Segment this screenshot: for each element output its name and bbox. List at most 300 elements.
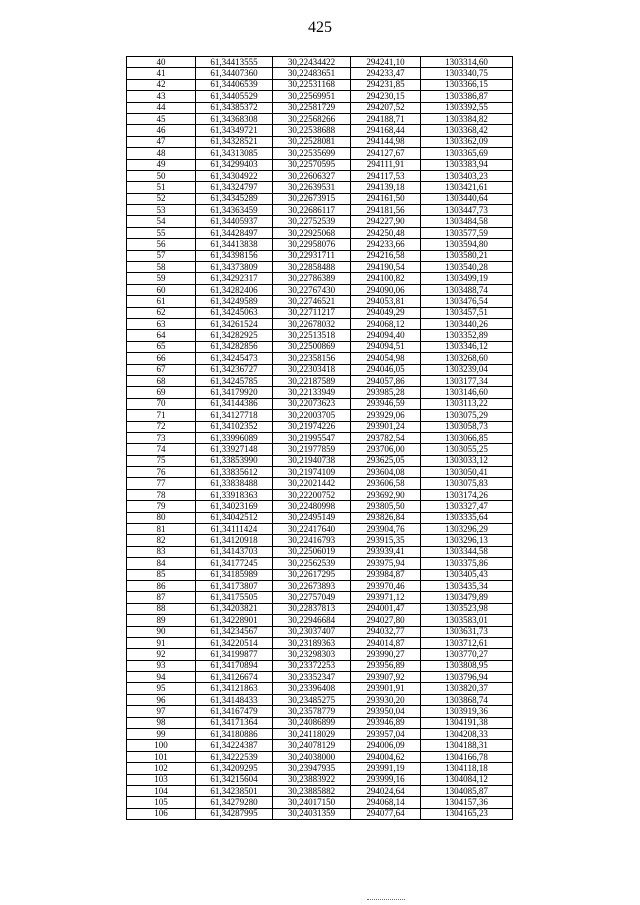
table-row — [127, 432, 513, 443]
x-coordinate-cell: 293991,19 — [351, 763, 421, 774]
longitude-cell: 30,22925068 — [273, 227, 351, 238]
x-coordinate-cell: 294032,77 — [351, 626, 421, 637]
longitude-cell: 30,21974226 — [273, 421, 351, 432]
point-number-cell: 63 — [127, 318, 196, 329]
latitude-cell: 61,34282925 — [196, 330, 273, 341]
point-number-cell: 48 — [127, 148, 196, 159]
table-row — [127, 79, 513, 90]
longitude-cell: 30,22639531 — [273, 182, 351, 193]
latitude-cell: 61,34222539 — [196, 751, 273, 762]
latitude-cell: 61,34215604 — [196, 774, 273, 785]
x-coordinate-cell: 294117,53 — [351, 170, 421, 181]
y-coordinate-cell: 1304165,23 — [421, 808, 513, 819]
longitude-cell: 30,22678032 — [273, 318, 351, 329]
longitude-cell: 30,22538688 — [273, 125, 351, 136]
x-coordinate-cell: 294139,18 — [351, 182, 421, 193]
latitude-cell: 61,34148433 — [196, 694, 273, 705]
longitude-cell: 30,22528081 — [273, 136, 351, 147]
x-coordinate-cell: 294027,80 — [351, 615, 421, 626]
y-coordinate-cell: 1304084,12 — [421, 774, 513, 785]
point-number-cell: 84 — [127, 558, 196, 569]
latitude-cell: 61,34102352 — [196, 421, 273, 432]
table-row — [127, 227, 513, 238]
y-coordinate-cell: 1303268,60 — [421, 353, 513, 364]
x-coordinate-cell: 294068,12 — [351, 318, 421, 329]
point-number-cell: 100 — [127, 740, 196, 751]
point-number-cell: 97 — [127, 706, 196, 717]
x-coordinate-cell: 294094,40 — [351, 330, 421, 341]
point-number-cell: 54 — [127, 216, 196, 227]
table-row — [127, 159, 513, 170]
x-coordinate-cell: 294090,06 — [351, 284, 421, 295]
y-coordinate-cell: 1304191,38 — [421, 717, 513, 728]
longitude-cell: 30,24078129 — [273, 740, 351, 751]
longitude-cell: 30,23396408 — [273, 683, 351, 694]
table-row — [127, 774, 513, 785]
table-row — [127, 649, 513, 660]
longitude-cell: 30,22946684 — [273, 615, 351, 626]
point-number-cell: 61 — [127, 296, 196, 307]
point-number-cell: 43 — [127, 91, 196, 102]
x-coordinate-cell: 294057,86 — [351, 375, 421, 386]
point-number-cell: 70 — [127, 398, 196, 409]
table-row — [127, 330, 513, 341]
x-coordinate-cell: 294127,67 — [351, 148, 421, 159]
latitude-cell: 61,34324797 — [196, 182, 273, 193]
x-coordinate-cell: 293901,24 — [351, 421, 421, 432]
longitude-cell: 30,22200752 — [273, 489, 351, 500]
x-coordinate-cell: 293625,05 — [351, 455, 421, 466]
table-row — [127, 410, 513, 421]
longitude-cell: 30,22434422 — [273, 57, 351, 68]
point-number-cell: 51 — [127, 182, 196, 193]
x-coordinate-cell: 294077,64 — [351, 808, 421, 819]
table-row — [127, 580, 513, 591]
longitude-cell: 30,23485275 — [273, 694, 351, 705]
latitude-cell: 61,34144386 — [196, 398, 273, 409]
latitude-cell: 61,34042512 — [196, 512, 273, 523]
table-row — [127, 148, 513, 159]
point-number-cell: 59 — [127, 273, 196, 284]
y-coordinate-cell: 1303327,47 — [421, 501, 513, 512]
longitude-cell: 30,22513518 — [273, 330, 351, 341]
table-body — [127, 57, 513, 820]
table-row — [127, 660, 513, 671]
longitude-cell: 30,22562539 — [273, 558, 351, 569]
table-row — [127, 375, 513, 386]
x-coordinate-cell: 293706,00 — [351, 444, 421, 455]
latitude-cell: 61,34245063 — [196, 307, 273, 318]
table-row — [127, 262, 513, 273]
latitude-cell: 61,34245473 — [196, 353, 273, 364]
y-coordinate-cell: 1303712,61 — [421, 637, 513, 648]
point-number-cell: 77 — [127, 478, 196, 489]
table-row — [127, 102, 513, 113]
table-row — [127, 113, 513, 124]
scan-mark — [367, 899, 405, 901]
y-coordinate-cell: 1304085,87 — [421, 786, 513, 797]
point-number-cell: 104 — [127, 786, 196, 797]
x-coordinate-cell: 294049,29 — [351, 307, 421, 318]
latitude-cell: 61,34385372 — [196, 102, 273, 113]
longitude-cell: 30,22752539 — [273, 216, 351, 227]
x-coordinate-cell: 294190,54 — [351, 262, 421, 273]
longitude-cell: 30,23947935 — [273, 763, 351, 774]
longitude-cell: 30,23883922 — [273, 774, 351, 785]
point-number-cell: 91 — [127, 637, 196, 648]
y-coordinate-cell: 1303384,82 — [421, 113, 513, 124]
latitude-cell: 61,34282856 — [196, 341, 273, 352]
x-coordinate-cell: 294046,05 — [351, 364, 421, 375]
table-row — [127, 592, 513, 603]
point-number-cell: 46 — [127, 125, 196, 136]
y-coordinate-cell: 1303594,80 — [421, 239, 513, 250]
x-coordinate-cell: 294144,98 — [351, 136, 421, 147]
latitude-cell: 61,34345289 — [196, 193, 273, 204]
table-row — [127, 535, 513, 546]
point-number-cell: 102 — [127, 763, 196, 774]
point-number-cell: 58 — [127, 262, 196, 273]
latitude-cell: 61,34299403 — [196, 159, 273, 170]
latitude-cell: 61,34328521 — [196, 136, 273, 147]
point-number-cell: 89 — [127, 615, 196, 626]
longitude-cell: 30,22786389 — [273, 273, 351, 284]
table-row — [127, 751, 513, 762]
longitude-cell: 30,23037407 — [273, 626, 351, 637]
longitude-cell: 30,22303418 — [273, 364, 351, 375]
x-coordinate-cell: 293971,12 — [351, 592, 421, 603]
latitude-cell: 61,34349721 — [196, 125, 273, 136]
latitude-cell: 61,33927148 — [196, 444, 273, 455]
latitude-cell: 61,34405937 — [196, 216, 273, 227]
longitude-cell: 30,24017150 — [273, 797, 351, 808]
latitude-cell: 61,34234567 — [196, 626, 273, 637]
y-coordinate-cell: 1303440,64 — [421, 193, 513, 204]
y-coordinate-cell: 1303314,60 — [421, 57, 513, 68]
latitude-cell: 61,34228901 — [196, 615, 273, 626]
latitude-cell: 61,34175505 — [196, 592, 273, 603]
y-coordinate-cell: 1304188,31 — [421, 740, 513, 751]
y-coordinate-cell: 1304157,36 — [421, 797, 513, 808]
x-coordinate-cell: 293957,04 — [351, 729, 421, 740]
point-number-cell: 86 — [127, 580, 196, 591]
y-coordinate-cell: 1303352,89 — [421, 330, 513, 341]
latitude-cell: 61,34127718 — [196, 410, 273, 421]
longitude-cell: 30,22617295 — [273, 569, 351, 580]
point-number-cell: 76 — [127, 467, 196, 478]
x-coordinate-cell: 293826,84 — [351, 512, 421, 523]
longitude-cell: 30,22506019 — [273, 546, 351, 557]
point-number-cell: 98 — [127, 717, 196, 728]
table-row — [127, 341, 513, 352]
y-coordinate-cell: 1303392,55 — [421, 102, 513, 113]
table-row — [127, 683, 513, 694]
latitude-cell: 61,34406539 — [196, 79, 273, 90]
table-row — [127, 364, 513, 375]
latitude-cell: 61,34292317 — [196, 273, 273, 284]
y-coordinate-cell: 1303050,41 — [421, 467, 513, 478]
longitude-cell: 30,23298303 — [273, 649, 351, 660]
x-coordinate-cell: 294241,10 — [351, 57, 421, 68]
latitude-cell: 61,34428497 — [196, 227, 273, 238]
x-coordinate-cell: 294053,81 — [351, 296, 421, 307]
point-number-cell: 95 — [127, 683, 196, 694]
x-coordinate-cell: 293604,08 — [351, 467, 421, 478]
x-coordinate-cell: 293901,91 — [351, 683, 421, 694]
y-coordinate-cell: 1303344,58 — [421, 546, 513, 557]
coordinates-table — [126, 56, 513, 820]
point-number-cell: 75 — [127, 455, 196, 466]
longitude-cell: 30,22495149 — [273, 512, 351, 523]
table-row — [127, 205, 513, 216]
y-coordinate-cell: 1303058,73 — [421, 421, 513, 432]
table-row — [127, 125, 513, 136]
y-coordinate-cell: 1303335,64 — [421, 512, 513, 523]
latitude-cell: 61,34177245 — [196, 558, 273, 569]
latitude-cell: 61,33918363 — [196, 489, 273, 500]
y-coordinate-cell: 1303577,59 — [421, 227, 513, 238]
y-coordinate-cell: 1303075,29 — [421, 410, 513, 421]
y-coordinate-cell: 1303631,73 — [421, 626, 513, 637]
y-coordinate-cell: 1303365,69 — [421, 148, 513, 159]
point-number-cell: 49 — [127, 159, 196, 170]
table-row — [127, 694, 513, 705]
latitude-cell: 61,34238501 — [196, 786, 273, 797]
table-row — [127, 717, 513, 728]
point-number-cell: 74 — [127, 444, 196, 455]
table-row — [127, 603, 513, 614]
x-coordinate-cell: 294231,85 — [351, 79, 421, 90]
point-number-cell: 83 — [127, 546, 196, 557]
point-number-cell: 47 — [127, 136, 196, 147]
y-coordinate-cell: 1303476,54 — [421, 296, 513, 307]
longitude-cell: 30,22133949 — [273, 387, 351, 398]
latitude-cell: 61,33853990 — [196, 455, 273, 466]
point-number-cell: 65 — [127, 341, 196, 352]
longitude-cell: 30,21940738 — [273, 455, 351, 466]
longitude-cell: 30,22483651 — [273, 68, 351, 79]
latitude-cell: 61,34313085 — [196, 148, 273, 159]
point-number-cell: 56 — [127, 239, 196, 250]
longitude-cell: 30,22021442 — [273, 478, 351, 489]
point-number-cell: 99 — [127, 729, 196, 740]
latitude-cell: 61,34120918 — [196, 535, 273, 546]
x-coordinate-cell: 293904,76 — [351, 524, 421, 535]
latitude-cell: 61,34224387 — [196, 740, 273, 751]
table-row — [127, 182, 513, 193]
point-number-cell: 57 — [127, 250, 196, 261]
longitude-cell: 30,22073623 — [273, 398, 351, 409]
y-coordinate-cell: 1303820,37 — [421, 683, 513, 694]
y-coordinate-cell: 1303340,75 — [421, 68, 513, 79]
point-number-cell: 85 — [127, 569, 196, 580]
table-row — [127, 569, 513, 580]
longitude-cell: 30,23885882 — [273, 786, 351, 797]
longitude-cell: 30,22581729 — [273, 102, 351, 113]
table-row — [127, 307, 513, 318]
table-row — [127, 444, 513, 455]
longitude-cell: 30,22606327 — [273, 170, 351, 181]
y-coordinate-cell: 1303540,28 — [421, 262, 513, 273]
latitude-cell: 61,33996089 — [196, 432, 273, 443]
longitude-cell: 30,22958076 — [273, 239, 351, 250]
point-number-cell: 80 — [127, 512, 196, 523]
longitude-cell: 30,22711217 — [273, 307, 351, 318]
table-row — [127, 57, 513, 68]
point-number-cell: 64 — [127, 330, 196, 341]
table-row — [127, 797, 513, 808]
longitude-cell: 30,22416793 — [273, 535, 351, 546]
longitude-cell: 30,23578779 — [273, 706, 351, 717]
longitude-cell: 30,22767430 — [273, 284, 351, 295]
table-row — [127, 170, 513, 181]
x-coordinate-cell: 293984,87 — [351, 569, 421, 580]
point-number-cell: 90 — [127, 626, 196, 637]
longitude-cell: 30,22746521 — [273, 296, 351, 307]
latitude-cell: 61,34245785 — [196, 375, 273, 386]
point-number-cell: 45 — [127, 113, 196, 124]
y-coordinate-cell: 1303146,60 — [421, 387, 513, 398]
latitude-cell: 61,34173807 — [196, 580, 273, 591]
x-coordinate-cell: 293915,35 — [351, 535, 421, 546]
x-coordinate-cell: 294188,71 — [351, 113, 421, 124]
table-row — [127, 706, 513, 717]
latitude-cell: 61,34209295 — [196, 763, 273, 774]
latitude-cell: 61,34121863 — [196, 683, 273, 694]
y-coordinate-cell: 1303113,22 — [421, 398, 513, 409]
latitude-cell: 61,34304922 — [196, 170, 273, 181]
x-coordinate-cell: 293606,58 — [351, 478, 421, 489]
longitude-cell: 30,22757049 — [273, 592, 351, 603]
table-row — [127, 626, 513, 637]
x-coordinate-cell: 293939,41 — [351, 546, 421, 557]
x-coordinate-cell: 293929,06 — [351, 410, 421, 421]
table-row — [127, 398, 513, 409]
table-row — [127, 740, 513, 751]
table-row — [127, 672, 513, 683]
latitude-cell: 61,34236727 — [196, 364, 273, 375]
x-coordinate-cell: 294216,58 — [351, 250, 421, 261]
longitude-cell: 30,22480998 — [273, 501, 351, 512]
latitude-cell: 61,34413838 — [196, 239, 273, 250]
y-coordinate-cell: 1303405,43 — [421, 569, 513, 580]
y-coordinate-cell: 1303239,04 — [421, 364, 513, 375]
point-number-cell: 79 — [127, 501, 196, 512]
longitude-cell: 30,22358156 — [273, 353, 351, 364]
latitude-cell: 61,34170894 — [196, 660, 273, 671]
table-row — [127, 296, 513, 307]
longitude-cell: 30,21974109 — [273, 467, 351, 478]
x-coordinate-cell: 293930,20 — [351, 694, 421, 705]
table-row — [127, 786, 513, 797]
y-coordinate-cell: 1303488,74 — [421, 284, 513, 295]
table-row — [127, 808, 513, 819]
y-coordinate-cell: 1303296,29 — [421, 524, 513, 535]
latitude-cell: 61,34405529 — [196, 91, 273, 102]
latitude-cell: 61,34287995 — [196, 808, 273, 819]
x-coordinate-cell: 294014,87 — [351, 637, 421, 648]
table-row — [127, 501, 513, 512]
point-number-cell: 53 — [127, 205, 196, 216]
latitude-cell: 61,34023169 — [196, 501, 273, 512]
page-number: 425 — [308, 19, 332, 36]
y-coordinate-cell: 1303033,12 — [421, 455, 513, 466]
x-coordinate-cell: 294004,62 — [351, 751, 421, 762]
x-coordinate-cell: 293990,27 — [351, 649, 421, 660]
x-coordinate-cell: 294233,47 — [351, 68, 421, 79]
longitude-cell: 30,22531168 — [273, 79, 351, 90]
point-number-cell: 50 — [127, 170, 196, 181]
latitude-cell: 61,34180886 — [196, 729, 273, 740]
table-row — [127, 68, 513, 79]
latitude-cell: 61,34282406 — [196, 284, 273, 295]
table-row — [127, 136, 513, 147]
longitude-cell: 30,22931711 — [273, 250, 351, 261]
x-coordinate-cell: 293975,94 — [351, 558, 421, 569]
x-coordinate-cell: 294233,66 — [351, 239, 421, 250]
y-coordinate-cell: 1303919,36 — [421, 706, 513, 717]
y-coordinate-cell: 1303346,12 — [421, 341, 513, 352]
longitude-cell: 30,22837813 — [273, 603, 351, 614]
longitude-cell: 30,22500869 — [273, 341, 351, 352]
point-number-cell: 96 — [127, 694, 196, 705]
x-coordinate-cell: 294001,47 — [351, 603, 421, 614]
table-row — [127, 763, 513, 774]
x-coordinate-cell: 293946,59 — [351, 398, 421, 409]
x-coordinate-cell: 294230,15 — [351, 91, 421, 102]
table-row — [127, 353, 513, 364]
x-coordinate-cell: 293956,89 — [351, 660, 421, 671]
table-row — [127, 467, 513, 478]
table-row — [127, 729, 513, 740]
x-coordinate-cell: 294054,98 — [351, 353, 421, 364]
y-coordinate-cell: 1303368,42 — [421, 125, 513, 136]
point-number-cell: 101 — [127, 751, 196, 762]
point-number-cell: 106 — [127, 808, 196, 819]
longitude-cell: 30,21995547 — [273, 432, 351, 443]
point-number-cell: 69 — [127, 387, 196, 398]
x-coordinate-cell: 293999,16 — [351, 774, 421, 785]
table-row — [127, 478, 513, 489]
latitude-cell: 61,34203821 — [196, 603, 273, 614]
longitude-cell: 30,22569951 — [273, 91, 351, 102]
y-coordinate-cell: 1304118,18 — [421, 763, 513, 774]
y-coordinate-cell: 1303066,85 — [421, 432, 513, 443]
latitude-cell: 61,34143703 — [196, 546, 273, 557]
y-coordinate-cell: 1303457,51 — [421, 307, 513, 318]
longitude-cell: 30,22568266 — [273, 113, 351, 124]
longitude-cell: 30,22003705 — [273, 410, 351, 421]
x-coordinate-cell: 294161,50 — [351, 193, 421, 204]
y-coordinate-cell: 1303523,98 — [421, 603, 513, 614]
longitude-cell: 30,24031359 — [273, 808, 351, 819]
longitude-cell: 30,22570595 — [273, 159, 351, 170]
table-row — [127, 284, 513, 295]
y-coordinate-cell: 1303580,21 — [421, 250, 513, 261]
table-row — [127, 273, 513, 284]
table-row — [127, 524, 513, 535]
table-row — [127, 318, 513, 329]
longitude-cell: 30,24118029 — [273, 729, 351, 740]
x-coordinate-cell: 294068,14 — [351, 797, 421, 808]
longitude-cell: 30,22535699 — [273, 148, 351, 159]
point-number-cell: 72 — [127, 421, 196, 432]
table-row — [127, 421, 513, 432]
y-coordinate-cell: 1303055,25 — [421, 444, 513, 455]
latitude-cell: 61,33838488 — [196, 478, 273, 489]
table-row — [127, 637, 513, 648]
x-coordinate-cell: 294094,51 — [351, 341, 421, 352]
